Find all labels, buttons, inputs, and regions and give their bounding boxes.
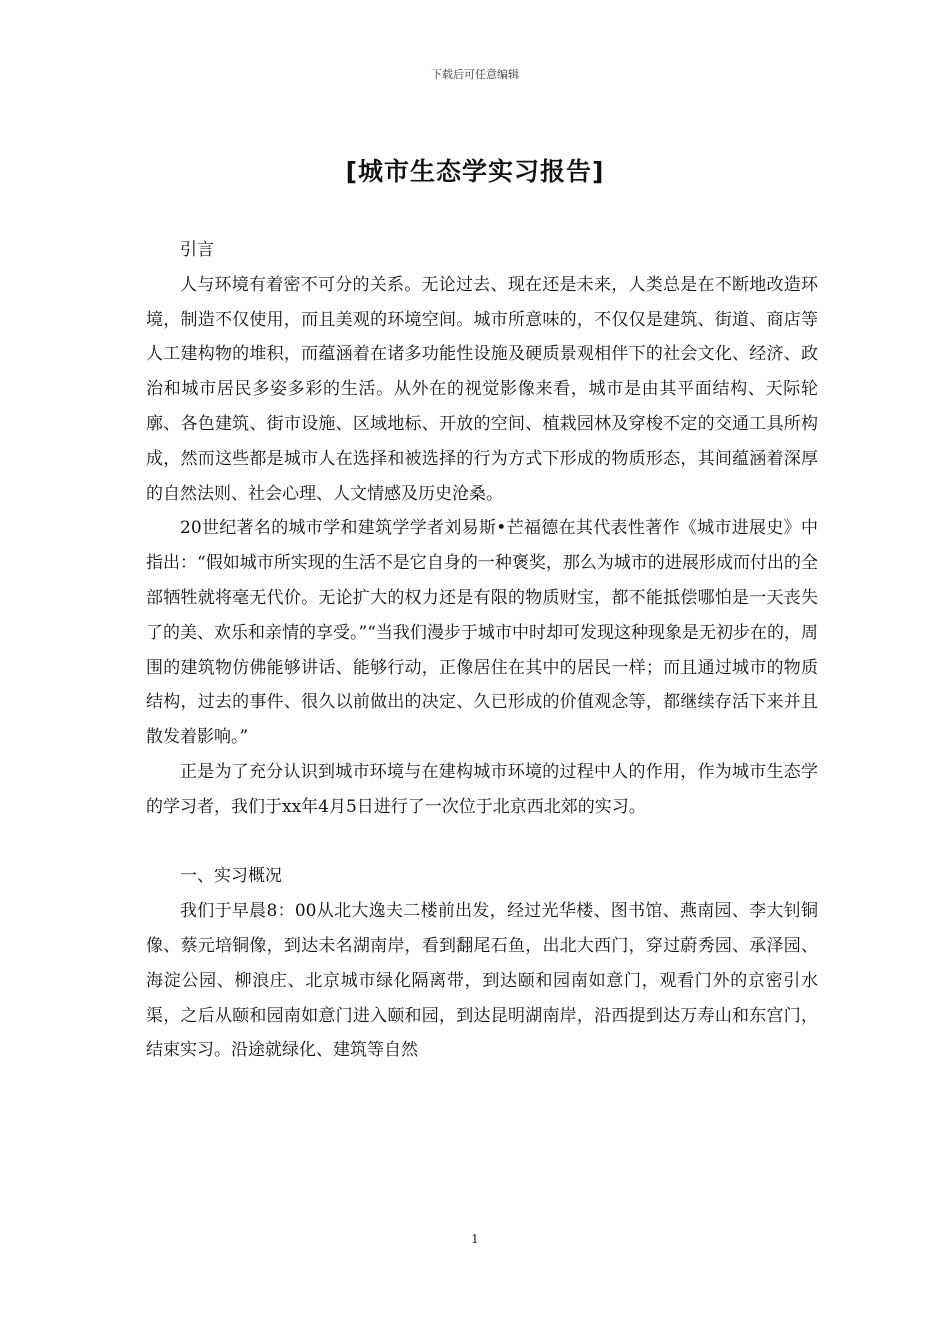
- document-title: [城市生态学实习报告]: [345, 157, 605, 186]
- page-number: 1: [471, 1232, 479, 1246]
- document-body: [146, 233, 818, 1068]
- intro-paragraph-2: 20世纪著名的城市学和建筑学学者刘易斯•芒福德在其代表性著作《城市进展史》中指出：“假如城市所实现的生活不是它自身的一种褒奖，那么为城市的进展形成而付出的全部牺牲就将毫无代价。无论扩大的权力还是有限的物质财宝，都不能抵偿哪怕是一天丧失了的美、欢乐和亲情的享受。”“当我们漫步于城市中时却可发现这种现象是无初步在的，周围的建筑物仿佛能够讲话、能够行动，正像居住在其中的居民一样；而且通过城市的物质结构，过去的事件、很久以前做出的决定、久已形成的价值观念等，都继续存活下来并且散发着影响。”: [146, 518, 818, 748]
- intro-paragraph-3: 正是为了充分认识到城市环境与在建构城市环境的过程中人的作用，作为城市生态学的学习者，我们于xx年4月5日进行了一次位于北京西北郊的实习。: [146, 761, 818, 817]
- header-note: 下载后可任意编辑: [431, 68, 519, 81]
- section-1-paragraph-1: 我们于早晨8：00从北大逸夫二楼前出发，经过光华楼、图书馆、燕南园、李大钊铜像、蔡元培铜像，到达未名湖南岸，看到翻尾石鱼，出北大西门，穿过蔚秀园、承泽园、海淀公园、柳浪庄、北京城市绿化隔离带，到达颐和园南如意门，观看门外的京密引水渠，之后从颐和园南如意门进入颐和园，到达昆明湖南岸，沿西提到达万寿山和东宫门，结束实习。沿途就绿化、建筑等自然: [146, 901, 818, 1061]
- intro-paragraph-1: 人与环境有着密不可分的关系。无论过去、现在还是未来，人类总是在不断地改造环境，制造不仅使用，而且美观的环境空间。城市所意味的，不仅仅是建筑、街道、商店等人工建构物的堆积，而蕴涵着在诸多功能性设施及硬质景观相伴下的社会文化、经济、政治和城市居民多姿多彩的生活。从外在的视觉影像来看，城市是由其平面结构、天际轮廓、各色建筑、街市设施、区域地标、开放的空间、植栽园林及穿梭不定的交通工具所构成，然而这些都是城市人在选择和被选择的行为方式下形成的物质形态，其间蕴涵着深厚的自然法则、社会心理、人文情感及历史沧桑。: [146, 274, 818, 504]
- section-spacer: [146, 825, 818, 860]
- intro-heading: 引言: [180, 240, 214, 260]
- section-1-heading: 一、实习概况: [180, 866, 282, 887]
